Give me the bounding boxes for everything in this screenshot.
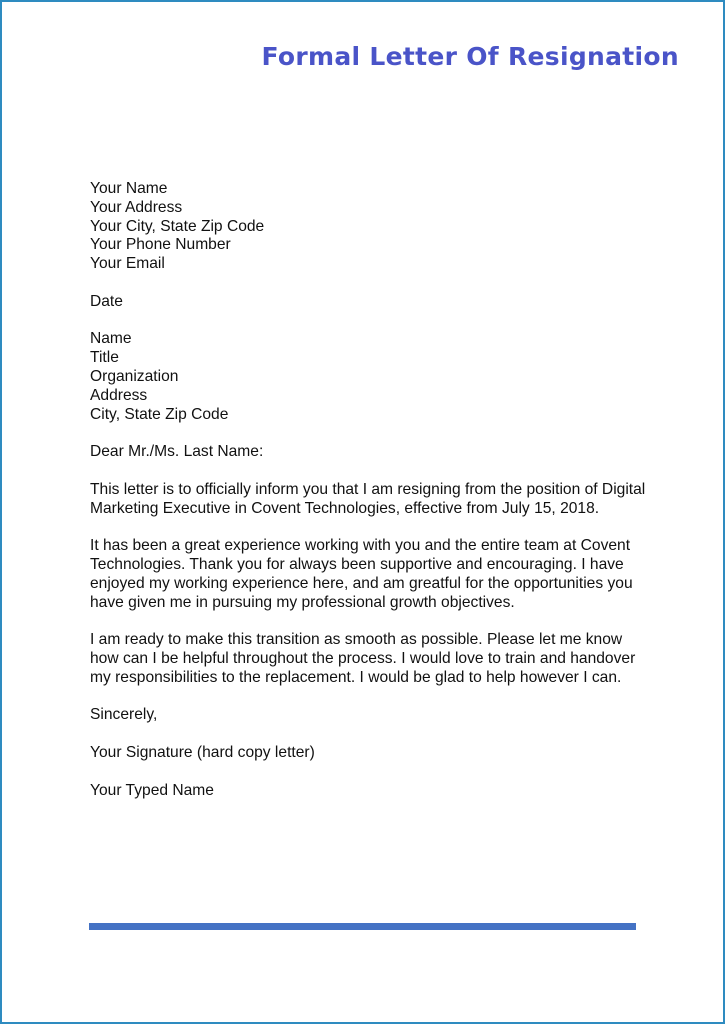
recipient-address-block xyxy=(90,330,650,424)
sender-address: Your Address xyxy=(90,198,183,216)
letter-date: Date xyxy=(90,292,123,310)
typed-name: Your Typed Name xyxy=(90,781,214,799)
sender-name: Your Name xyxy=(90,180,168,197)
recipient-name: Name xyxy=(90,330,132,348)
recipient-title: Title xyxy=(90,349,119,367)
closing: Sincerely, xyxy=(90,706,158,724)
document-title: Formal Letter Of Resignation xyxy=(261,42,679,71)
recipient-city-state-zip: City, State Zip Code xyxy=(90,405,229,423)
recipient-address: Address xyxy=(90,386,148,404)
sender-phone: Your Phone Number xyxy=(90,236,231,254)
salutation: Dear Mr./Ms. Last Name: xyxy=(90,443,264,461)
body-paragraph-3: I am ready to make this transition as smooth as possible. Please let me know how can I be helpful throughout the process. I would love to train and handover my responsibilities to the replacement. I would be glad to help however I can. xyxy=(90,631,636,686)
footer-rule xyxy=(89,923,636,930)
body-paragraph-2: It has been a great experience working with you and the entire team at Covent Technologies. Thank you for always been supportive and encouraging. I have enjoyed my working experience here, and am greatful for the opportunities you have given me in pursuing my professional growth objectives. xyxy=(90,537,633,611)
sender-email: Your Email xyxy=(90,255,165,273)
letter-body xyxy=(90,180,650,819)
recipient-organization: Organization xyxy=(90,367,179,385)
sender-address-block xyxy=(90,180,650,274)
signature-line: Your Signature (hard copy letter) xyxy=(90,743,315,761)
sender-city-state-zip: Your City, State Zip Code xyxy=(90,217,265,235)
date-block xyxy=(90,293,650,312)
body-paragraph-1: This letter is to officially inform you that I am resigning from the position of Digital Marketing Executive in Covent Technologies, effective from July 15, 2018. xyxy=(90,480,646,517)
